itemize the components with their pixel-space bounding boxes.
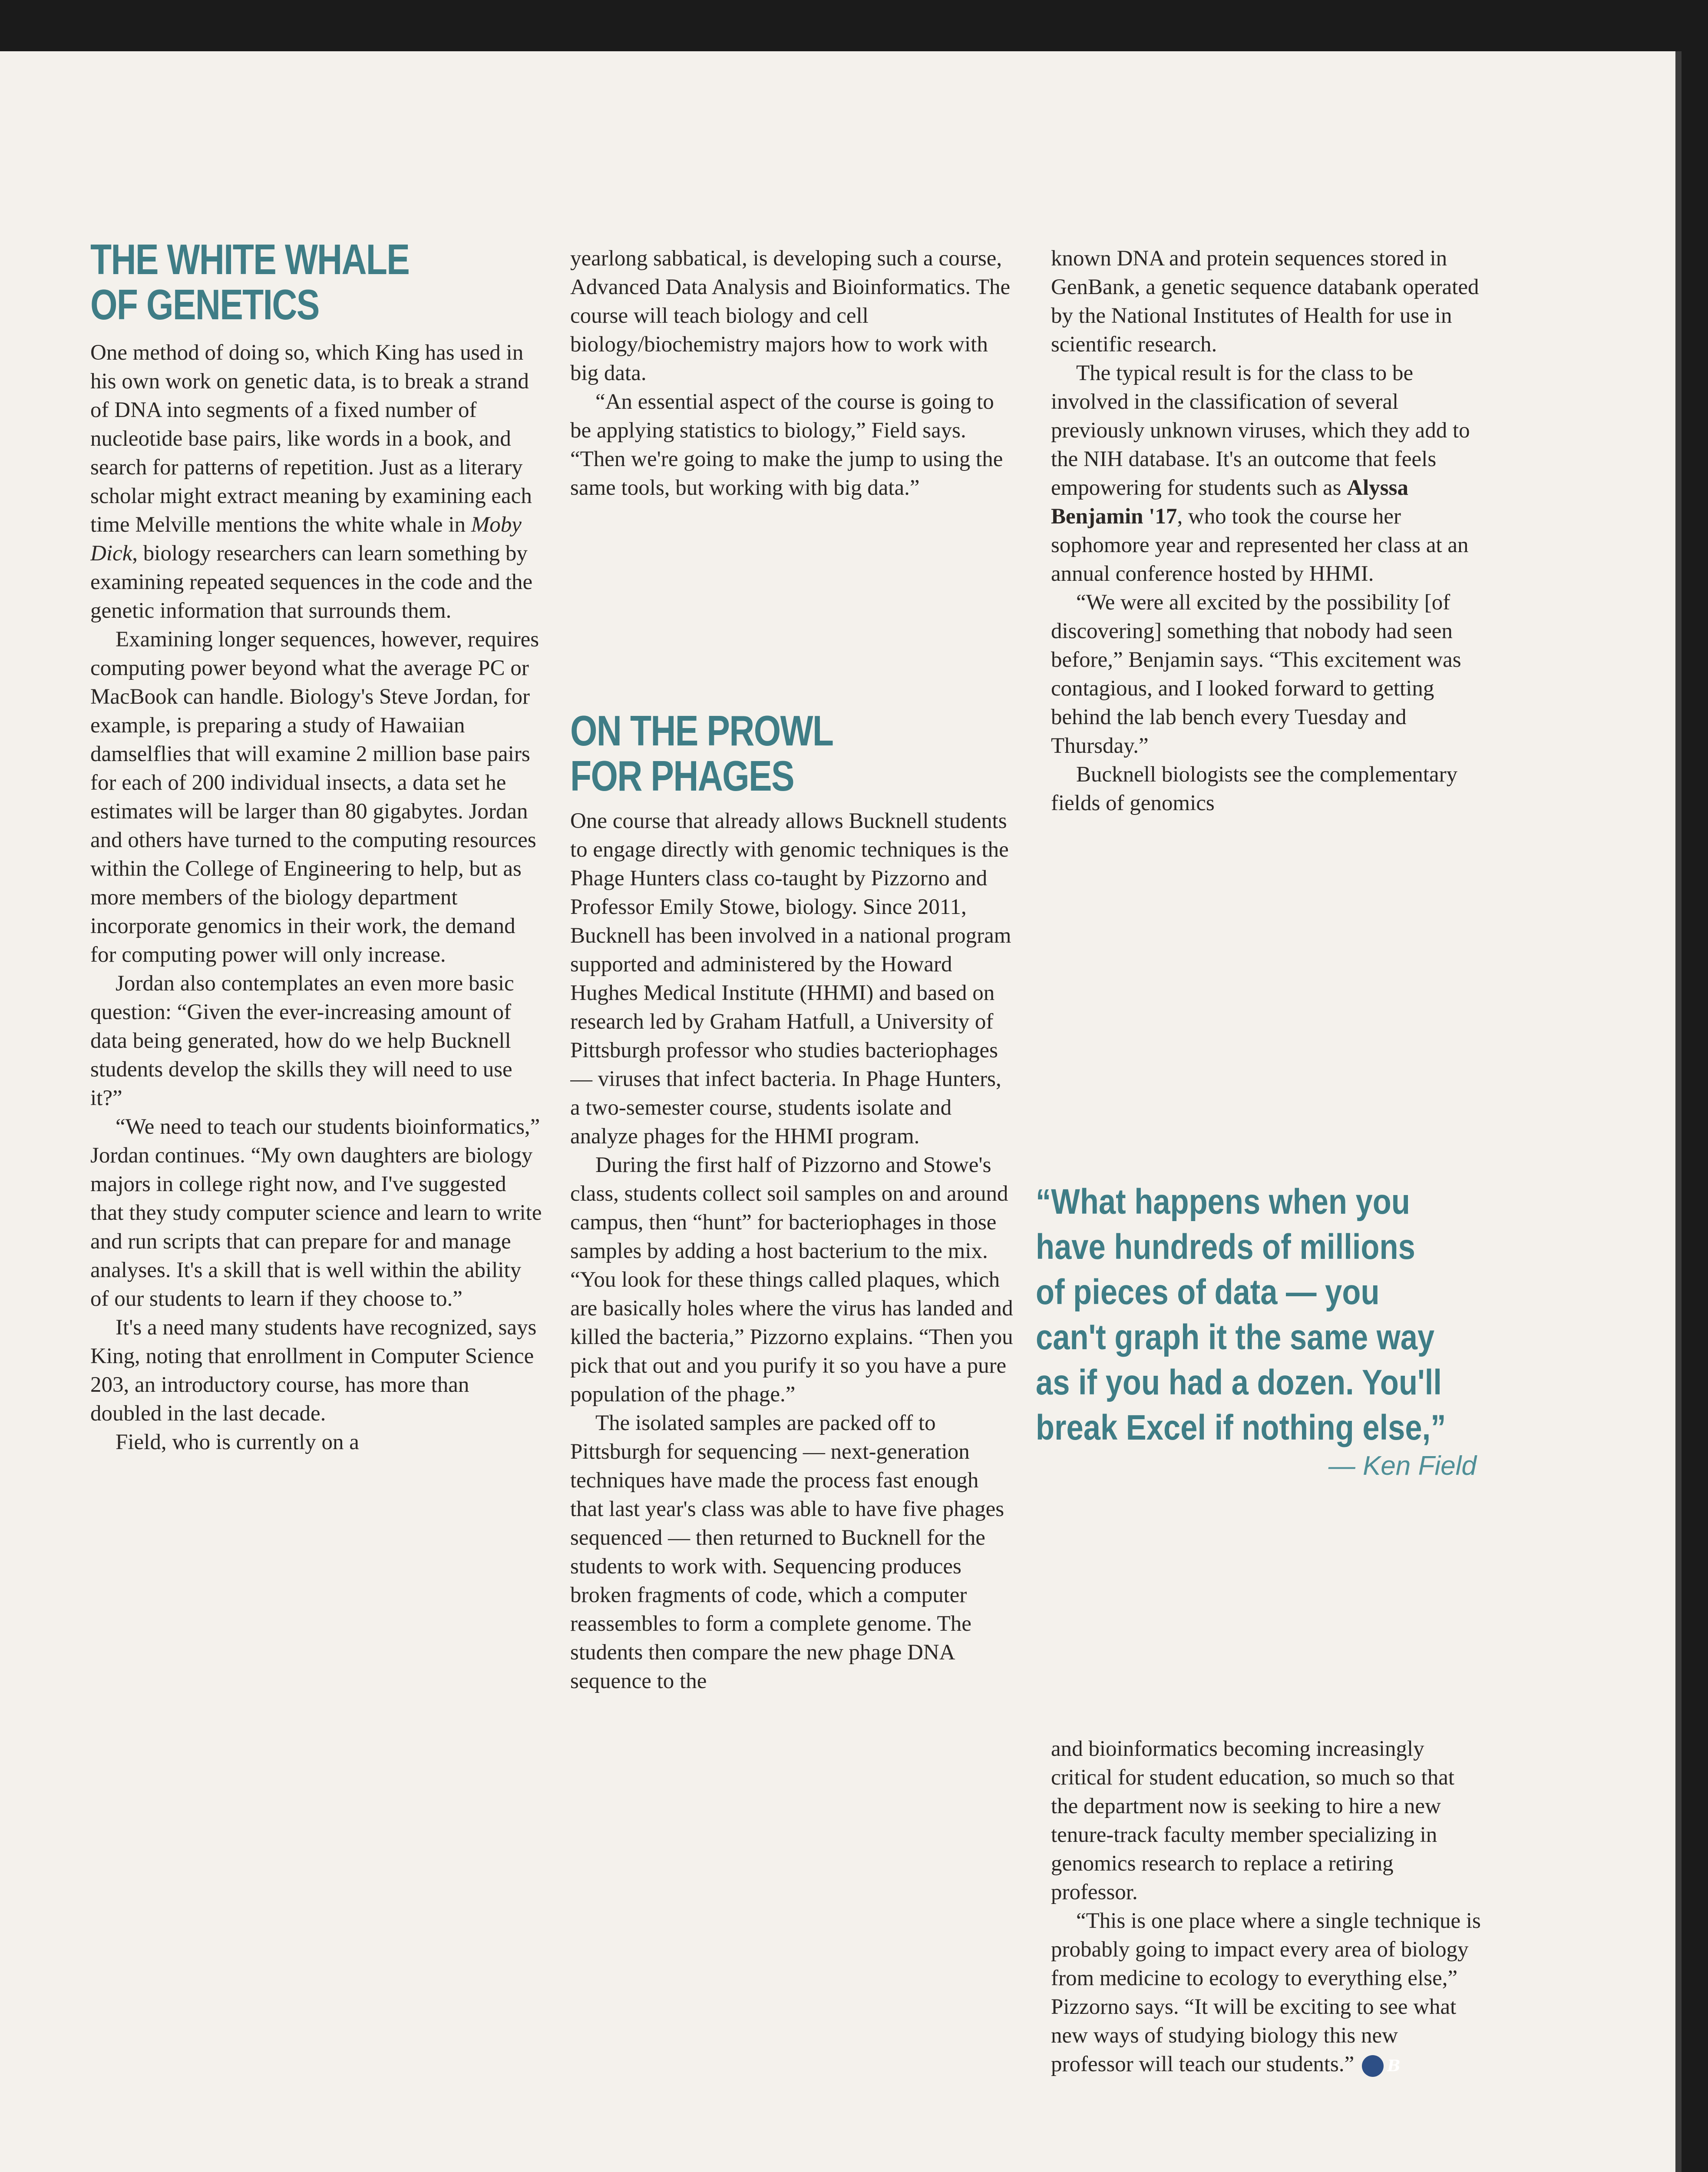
book-title: Moby Dick (90, 513, 522, 566)
paragraph: and bioinformatics becoming increasingly critical for student education, so much so that the department now is seeking to hire a new tenure-track faculty member specializing in genomics research to replace a retiring professor. (1051, 1737, 1455, 1904)
paragraph: “We were all excited by the possibility [of discovering] something that nobody had seen before,” Benjamin says. “This excitement was contagious, and I looked forward to getting behind the lab bench every Tuesday and Thursday.” (1051, 590, 1461, 758)
paragraph (1051, 359, 1485, 588)
text-run: One method of doing so, which King has used in his own work on genetic data, is to break a strand of DNA into segments of a fixed number of nucleotide base pairs, like words in a book, and search for patterns of repetition. Just as a literary scholar might extract meaning by examining each time Melville mentions the white whale in (90, 341, 532, 537)
column-two-body (570, 807, 1013, 2172)
pull-quote: “What happens when you have hundreds of millions of pieces of data — you can't graph it the same way as if you had a dozen. You'll break Excel if nothing else,” (1036, 1182, 1446, 1447)
heading-line: ON THE PROWL (570, 708, 833, 755)
section-heading-prowl-phages (570, 708, 1013, 798)
paragraph: During the first half of Pizzorno and Stowe's class, students collect soil samples on and around campus, then “hunt” for bacteriophages in those samples by adding a host bacterium to the mix. “You look for these things called plaques, which are basically holes where the virus has landed and killed the bacteria,” Pizzorno explains. “Then you pick that out and you purify it so you have a pure population of the phage.” (570, 1153, 1013, 1407)
paragraph: One course that already allows Bucknell students to engage directly with genomic techniques is the Phage Hunters class co-taught by Pizzorno and Professor Emily Stowe, biology. Since 2011, Bucknell has been involved in a national program supported and administered by the Howard Hughes Medical Institute (HHMI) and based on research led by Graham Hatfull, a University of Pittsburgh professor who studies bacteriophages — viruses that infect bacteria. In Phage Hunters, a two-semester course, students isolate and analyze phages for the HHMI program. (570, 809, 1011, 1149)
paragraph: Jordan also contemplates an even more basic question: “Given the ever-increasing amount of data being generated, how do we help Bucknell students develop the skills they will need to use it?” (90, 971, 514, 1110)
paragraph: It's a need many students have recognized, says King, noting that enrollment in Computer Science 203, an introductory course, has more than doubled in the last decade. (90, 1315, 537, 1426)
column-three-bottom (1051, 1735, 1485, 2172)
text-run: The typical result is for the class to be involved in the classification of several previously unknown viruses, which they add to the NIH database. It's an outcome that feels empowering for students such as (1051, 361, 1470, 500)
paragraph: Examining longer sequences, however, requires computing power beyond what the average PC or MacBook can handle. Biology's Steve Jordan, for example, is preparing a study of Hawaiian damselflies that will examine 2 million base pairs for each of 200 individual insects, a data set he estimates will be larger than 80 gigabytes. Jordan and others have turned to the computing resources within the College of Engineering to help, but as more members of the biology department incorporate genomics in their work, the demand for computing power will only increase. (90, 627, 539, 967)
pull-quote-attribution: — Ken Field (1328, 1451, 1477, 1481)
bucknell-end-mark-icon: B (1362, 2055, 1384, 2077)
heading-line: OF GENETICS (90, 281, 319, 328)
heading-line: THE WHITE WHALE (90, 237, 410, 283)
student-name: Alyssa Benjamin '17 (1051, 476, 1408, 529)
column-three-top (1051, 244, 1485, 1308)
text-run: , biology researchers can learn something by examining repeated sequences in the code and the genetic information that surrounds them. (90, 541, 533, 623)
paragraph: yearlong sabbatical, is developing such a course, Advanced Data Analysis and Bioinformatics. The course will teach biology and cell biology/biochemistry majors how to work with big data. (570, 246, 1011, 385)
paragraph: Field, who is currently on a (116, 1430, 359, 1454)
paragraph (1051, 1907, 1485, 2079)
heading-line: FOR PHAGES (570, 752, 794, 800)
paragraph (90, 338, 542, 625)
section-heading-white-whale (90, 237, 542, 327)
text-run: “This is one place where a single technique is probably going to impact every area of biology from medicine to ecology to everything else,” Pizzorno says. “It will be exciting to see what new ways of studying biology this new professor will teach our students.” (1051, 1909, 1481, 2076)
paragraph: known DNA and protein sequences stored in GenBank, a genetic sequence databank operated by the National Institutes of Health for use in scientific research. (1051, 246, 1479, 357)
text-run: , who took the course her sophomore year and represented her class at an annual conference hosted by HHMI. (1051, 504, 1469, 586)
page-edge-shadow (1675, 51, 1682, 2172)
paragraph: “An essential aspect of the course is going to be applying statistics to biology,” Field says. “Then we're going to make the jump to using the same tools, but working with big data.” (570, 390, 1003, 500)
paragraph: Bucknell biologists see the complementary fields of genomics (1051, 762, 1458, 815)
paragraph: “We need to teach our students bioinformatics,” Jordan continues. “My own daughters are biology majors in college right now, and I've suggested that they study computer science and learn to write and run scripts that can prepare for and manage analyses. It's a skill that is well within the ability of our students to learn if they choose to.” (90, 1115, 542, 1311)
paragraph: The isolated samples are packed off to Pittsburgh for sequencing — next-generation techniques have made the process fast enough that last year's class was able to have five phages sequenced — then returned to Bucknell for the students to work with. Sequencing produces broken fragments of code, which a computer reassembles to form a complete genome. The students then compare the new phage DNA sequence to the (570, 1411, 1004, 1693)
column-one (90, 237, 542, 2172)
